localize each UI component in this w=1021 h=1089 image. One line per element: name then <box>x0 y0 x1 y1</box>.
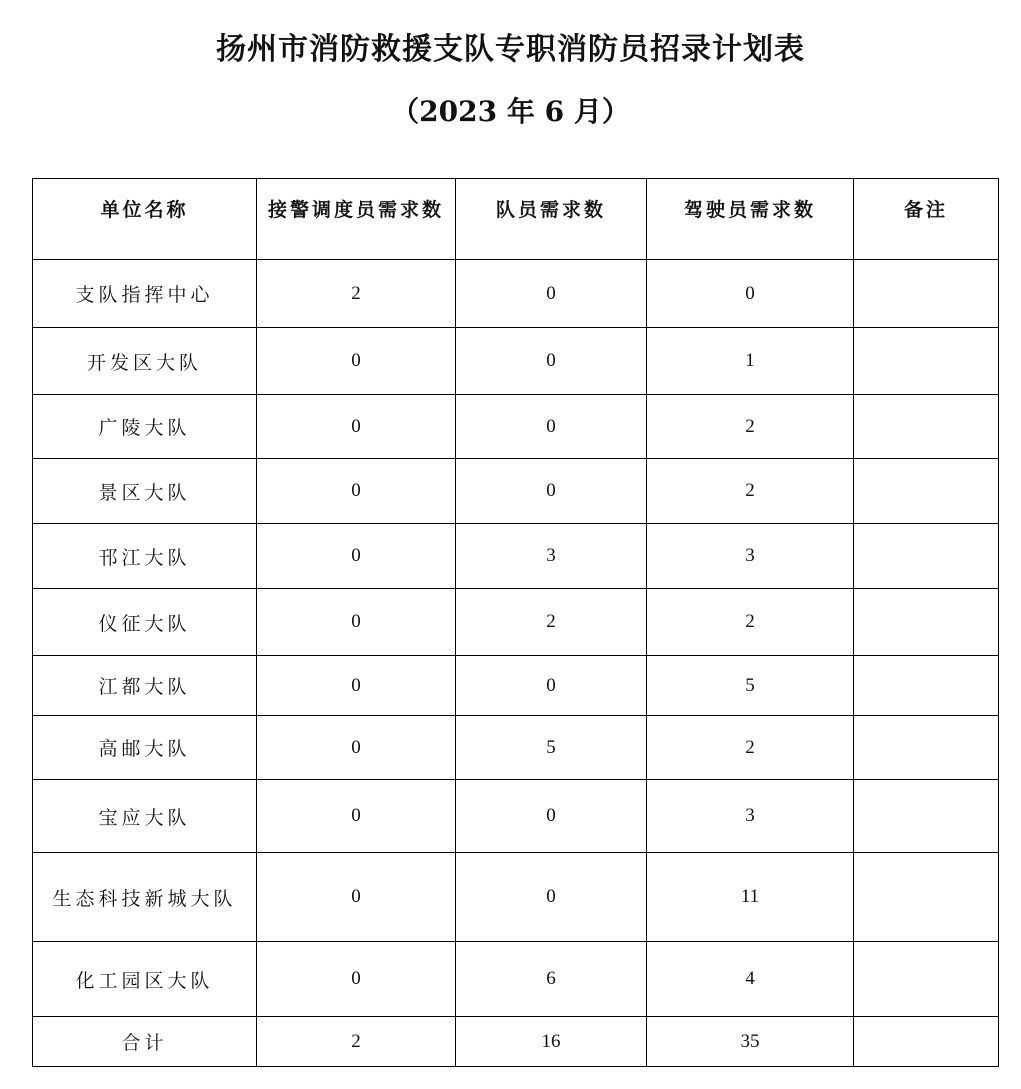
cell-member: 0 <box>456 328 647 395</box>
table-row <box>33 853 999 942</box>
cell-driver: 4 <box>647 942 854 1017</box>
cell-dispatcher: 0 <box>257 716 456 780</box>
table-row <box>33 260 999 328</box>
cell-dispatcher: 0 <box>257 328 456 395</box>
cell-driver: 1 <box>647 328 854 395</box>
cell-dispatcher: 0 <box>257 524 456 589</box>
cell-member: 2 <box>456 589 647 656</box>
cell-driver: 11 <box>647 853 854 942</box>
cell-driver: 2 <box>647 589 854 656</box>
cell-driver: 2 <box>647 459 854 524</box>
header-member-count: 队员需求数 <box>456 179 647 260</box>
table-row <box>33 656 999 716</box>
cell-member: 16 <box>456 1017 647 1067</box>
cell-member: 0 <box>456 395 647 459</box>
cell-dispatcher: 0 <box>257 853 456 942</box>
cell-dispatcher: 0 <box>257 459 456 524</box>
cell-note <box>854 395 999 459</box>
cell-dispatcher: 0 <box>257 395 456 459</box>
cell-unit: 支队指挥中心 <box>33 260 257 328</box>
cell-driver: 3 <box>647 524 854 589</box>
cell-dispatcher: 0 <box>257 942 456 1017</box>
cell-note <box>854 942 999 1017</box>
cell-driver: 3 <box>647 780 854 853</box>
header-remarks: 备注 <box>854 179 999 260</box>
recruitment-plan-table <box>32 178 999 1067</box>
cell-driver: 2 <box>647 716 854 780</box>
cell-member: 0 <box>456 853 647 942</box>
table-row <box>33 459 999 524</box>
cell-driver: 2 <box>647 395 854 459</box>
cell-note <box>854 260 999 328</box>
cell-dispatcher: 2 <box>257 1017 456 1067</box>
cell-note <box>854 780 999 853</box>
table-row <box>33 328 999 395</box>
cell-member: 0 <box>456 260 647 328</box>
cell-note <box>854 459 999 524</box>
cell-driver: 5 <box>647 656 854 716</box>
cell-member: 0 <box>456 656 647 716</box>
cell-unit: 江都大队 <box>33 656 257 716</box>
table-row <box>33 780 999 853</box>
cell-driver: 0 <box>647 260 854 328</box>
document-subtitle: （2023 年 6 月） <box>391 95 630 128</box>
cell-unit: 景区大队 <box>33 459 257 524</box>
header-dispatcher-count: 接警调度员需求数 <box>257 179 456 260</box>
cell-dispatcher: 0 <box>257 780 456 853</box>
cell-dispatcher: 0 <box>257 656 456 716</box>
table-header-row <box>33 179 999 260</box>
cell-unit: 仪征大队 <box>33 589 257 656</box>
cell-note <box>854 328 999 395</box>
cell-member: 6 <box>456 942 647 1017</box>
table-row <box>33 716 999 780</box>
cell-unit: 生态科技新城大队 <box>33 853 257 942</box>
cell-unit: 合计 <box>33 1017 257 1067</box>
cell-unit: 高邮大队 <box>33 716 257 780</box>
cell-unit: 开发区大队 <box>33 328 257 395</box>
table-row-total <box>33 1017 999 1067</box>
cell-dispatcher: 0 <box>257 589 456 656</box>
cell-member: 5 <box>456 716 647 780</box>
cell-unit: 广陵大队 <box>33 395 257 459</box>
table-row <box>33 589 999 656</box>
cell-note <box>854 1017 999 1067</box>
header-driver-count: 驾驶员需求数 <box>647 179 854 260</box>
cell-note <box>854 589 999 656</box>
table-row <box>33 395 999 459</box>
cell-member: 0 <box>456 459 647 524</box>
cell-dispatcher: 2 <box>257 260 456 328</box>
cell-unit: 化工园区大队 <box>33 942 257 1017</box>
cell-member: 0 <box>456 780 647 853</box>
table-row <box>33 942 999 1017</box>
table-row <box>33 524 999 589</box>
cell-unit: 邗江大队 <box>33 524 257 589</box>
header-unit-name: 单位名称 <box>33 179 257 260</box>
cell-note <box>854 656 999 716</box>
cell-note <box>854 716 999 780</box>
cell-driver: 35 <box>647 1017 854 1067</box>
document-title: 扬州市消防救援支队专职消防员招录计划表 <box>216 32 805 67</box>
cell-note <box>854 853 999 942</box>
cell-member: 3 <box>456 524 647 589</box>
cell-note <box>854 524 999 589</box>
cell-unit: 宝应大队 <box>33 780 257 853</box>
